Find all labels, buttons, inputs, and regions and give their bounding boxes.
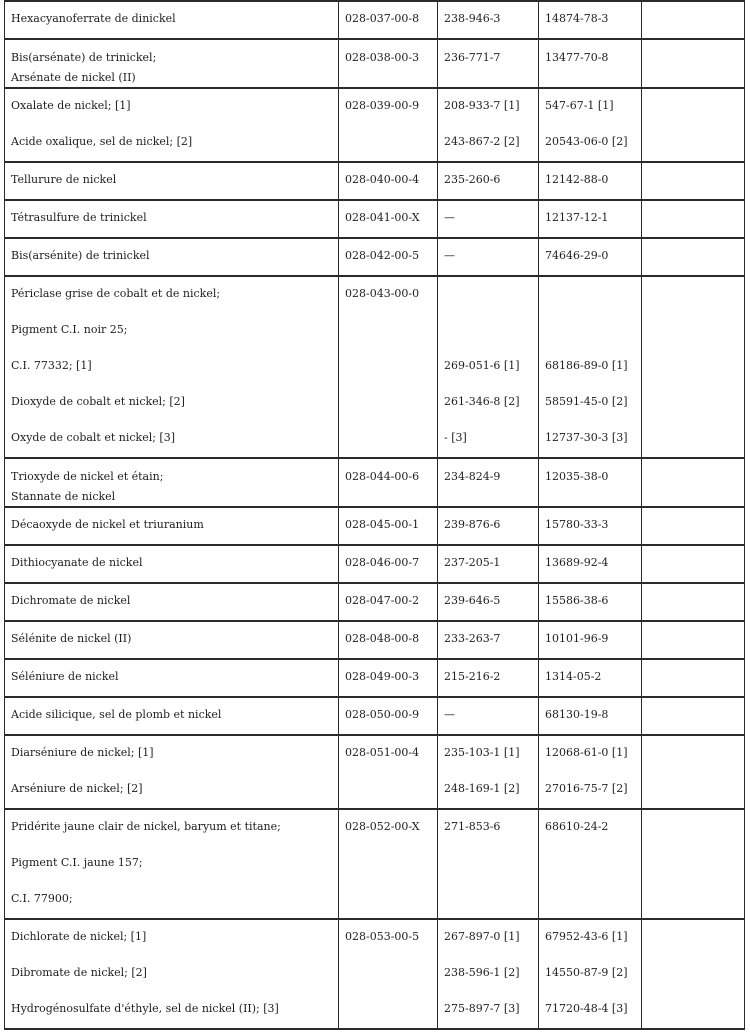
table-row	[5, 697, 745, 735]
substance-name	[5, 919, 339, 1029]
index-number-value: 028-052-00-X	[345, 820, 420, 833]
index-number-value: 028-037-00-8	[345, 12, 420, 25]
cas-number	[539, 735, 642, 809]
index-number-value: 028-053-00-5	[345, 930, 420, 943]
notes-cell	[642, 809, 745, 919]
cas-number	[539, 583, 642, 621]
table-row	[5, 621, 745, 659]
notes-cell	[642, 200, 745, 238]
ec-number-line: 239-876-6	[444, 518, 501, 531]
substance-name	[5, 88, 339, 162]
index-number	[339, 1, 438, 39]
index-number	[339, 200, 438, 238]
cas-number	[539, 238, 642, 276]
substance-name-line: Bis(arsénate) de trinickel;	[11, 51, 157, 64]
substance-name	[5, 735, 339, 809]
index-number-value: 028-043-00-0	[345, 287, 420, 300]
substance-name-line: Dithiocyanate de nickel	[11, 556, 143, 569]
notes-cell	[642, 659, 745, 697]
cas-number	[539, 919, 642, 1029]
ec-number-line	[444, 313, 532, 349]
cas-number-line: 20543-06-0 [2]	[545, 135, 628, 148]
ec-number-line: 235-260-6	[444, 173, 501, 186]
substance-name	[5, 507, 339, 545]
cas-number-line: 13689-92-4	[545, 556, 609, 569]
index-number-value: 028-039-00-9	[345, 99, 420, 112]
notes-cell	[642, 276, 745, 458]
ec-number-line: - [3]	[444, 431, 467, 444]
index-number-value: 028-042-00-5	[345, 249, 420, 262]
cas-number-line: 27016-75-7 [2]	[545, 782, 628, 795]
ec-number	[438, 621, 539, 659]
index-number	[339, 162, 438, 200]
index-number-spacer	[345, 313, 431, 349]
table-row	[5, 458, 745, 507]
notes-cell	[642, 919, 745, 1029]
ec-number-line: 261-346-8 [2]	[444, 395, 520, 408]
ec-number	[438, 545, 539, 583]
substance-name-line: Trioxyde de nickel et étain;	[11, 470, 164, 483]
cas-number	[539, 507, 642, 545]
table-row	[5, 735, 745, 809]
index-number-spacer	[345, 349, 431, 385]
notes-cell	[642, 88, 745, 162]
index-number-value: 028-044-00-6	[345, 470, 420, 483]
cas-number-line: 58591-45-0 [2]	[545, 395, 628, 408]
cas-number	[539, 200, 642, 238]
ec-number-line: 238-596-1 [2]	[444, 966, 520, 979]
table-row	[5, 545, 745, 583]
cas-number-line: 12068-61-0 [1]	[545, 746, 628, 759]
substance-name	[5, 238, 339, 276]
index-number	[339, 697, 438, 735]
substance-table	[4, 0, 745, 1030]
ec-number-line: 269-051-6 [1]	[444, 359, 520, 372]
cas-number	[539, 276, 642, 458]
cas-number-line: 68130-19-8	[545, 708, 609, 721]
cas-number-line: 12035-38-0	[545, 470, 609, 483]
cas-number-line	[545, 277, 635, 313]
substance-name-line: Tellurure de nickel	[11, 173, 117, 186]
cas-number-line: 67952-43-6 [1]	[545, 930, 628, 943]
index-number-value: 028-041-00-X	[345, 211, 420, 224]
cas-number	[539, 39, 642, 88]
notes-cell	[642, 238, 745, 276]
index-number-spacer	[345, 882, 431, 918]
substance-name-line: Dioxyde de cobalt et nickel; [2]	[11, 395, 185, 408]
substance-name	[5, 583, 339, 621]
index-number	[339, 238, 438, 276]
substance-name	[5, 809, 339, 919]
ec-number	[438, 88, 539, 162]
index-number-value: 028-046-00-7	[345, 556, 420, 569]
substance-name-line: Bis(arsénite) de trinickel	[11, 249, 150, 262]
table-row	[5, 919, 745, 1029]
ec-number	[438, 809, 539, 919]
ec-number-line: 235-103-1 [1]	[444, 746, 520, 759]
substance-name-line: Décaoxyde de nickel et triuranium	[11, 518, 204, 531]
index-number-spacer	[345, 956, 431, 992]
substance-name	[5, 200, 339, 238]
cas-number	[539, 697, 642, 735]
substance-name	[5, 659, 339, 697]
notes-cell	[642, 162, 745, 200]
substance-name	[5, 276, 339, 458]
cas-number	[539, 545, 642, 583]
index-number-value: 028-038-00-3	[345, 51, 420, 64]
cas-number-line	[545, 313, 635, 349]
index-number-value: 028-051-00-4	[345, 746, 420, 759]
index-number	[339, 659, 438, 697]
cas-number-line: 68610-24-2	[545, 820, 609, 833]
cas-number	[539, 809, 642, 919]
ec-number-line: 215-216-2	[444, 670, 501, 683]
table-row	[5, 507, 745, 545]
ec-number	[438, 659, 539, 697]
cas-number-line: 15780-33-3	[545, 518, 609, 531]
index-number-spacer	[345, 125, 431, 161]
ec-number	[438, 162, 539, 200]
substance-name-line: Oxyde de cobalt et nickel; [3]	[11, 431, 176, 444]
substance-name-line: Diarséniure de nickel; [1]	[11, 746, 154, 759]
index-number	[339, 458, 438, 507]
ec-number-line: —	[444, 708, 455, 721]
substance-name	[5, 39, 339, 88]
substance-name-line: Stannate de nickel	[11, 490, 116, 503]
index-number	[339, 809, 438, 919]
index-number-spacer	[345, 487, 431, 506]
cas-number-line: 14874-78-3	[545, 12, 609, 25]
cas-number	[539, 88, 642, 162]
index-number-value: 028-048-00-8	[345, 632, 420, 645]
notes-cell	[642, 507, 745, 545]
substance-name	[5, 697, 339, 735]
substance-name-line: Hydrogénosulfate d'éthyle, sel de nickel (II); [3]	[11, 1002, 279, 1015]
ec-number	[438, 583, 539, 621]
substance-name-line: Dibromate de nickel; [2]	[11, 966, 147, 979]
substance-name-line: Séléniure de nickel	[11, 670, 119, 683]
cas-number-line: 71720-48-4 [3]	[545, 1002, 628, 1015]
cas-number-line: 15586-38-6	[545, 594, 609, 607]
index-number	[339, 583, 438, 621]
substance-name-line: Pridérite jaune clair de nickel, baryum et titane;	[11, 820, 281, 833]
ec-number-line: 208-933-7 [1]	[444, 99, 520, 112]
notes-cell	[642, 545, 745, 583]
cas-number-line: 74646-29-0	[545, 249, 609, 262]
ec-number-line: 233-263-7	[444, 632, 501, 645]
index-number	[339, 545, 438, 583]
cas-number-line: 1314-05-2	[545, 670, 602, 683]
notes-cell	[642, 697, 745, 735]
ec-number-line: 267-897-0 [1]	[444, 930, 520, 943]
ec-number-line: 238-946-3	[444, 12, 501, 25]
ec-number	[438, 238, 539, 276]
index-number	[339, 919, 438, 1029]
table-row	[5, 162, 745, 200]
cas-number-line: 10101-96-9	[545, 632, 609, 645]
substance-name-line: Acide silicique, sel de plomb et nickel	[11, 708, 222, 721]
ec-number	[438, 458, 539, 507]
ec-number	[438, 276, 539, 458]
cas-number-line: 12137-12-1	[545, 211, 609, 224]
index-number-value: 028-049-00-3	[345, 670, 420, 683]
ec-number-line: 243-867-2 [2]	[444, 135, 520, 148]
substance-name-line: Acide oxalique, sel de nickel; [2]	[11, 135, 193, 148]
substance-name	[5, 458, 339, 507]
ec-number-line: 237-205-1	[444, 556, 501, 569]
ec-number	[438, 39, 539, 88]
substance-name-line: Dichromate de nickel	[11, 594, 131, 607]
index-number-value: 028-047-00-2	[345, 594, 420, 607]
table-row	[5, 88, 745, 162]
substance-name-line: Arséniure de nickel; [2]	[11, 782, 143, 795]
notes-cell	[642, 583, 745, 621]
table-row	[5, 39, 745, 88]
ec-number-line: 234-824-9	[444, 470, 501, 483]
index-number-spacer	[345, 992, 431, 1028]
cas-number-line: 13477-70-8	[545, 51, 609, 64]
ec-number-line: 236-771-7	[444, 51, 501, 64]
substance-name-line: Dichlorate de nickel; [1]	[11, 930, 147, 943]
index-number	[339, 88, 438, 162]
index-number	[339, 39, 438, 88]
substance-name-line: Périclase grise de cobalt et de nickel;	[11, 287, 221, 300]
index-number	[339, 507, 438, 545]
index-number-spacer	[345, 385, 431, 421]
ec-number	[438, 697, 539, 735]
cas-number-line: 12737-30-3 [3]	[545, 431, 628, 444]
ec-number-line: 239-646-5	[444, 594, 501, 607]
substance-name	[5, 545, 339, 583]
index-number-value: 028-050-00-9	[345, 708, 420, 721]
substance-name-line: Tétrasulfure de trinickel	[11, 211, 147, 224]
substance-name-line: Pigment C.I. noir 25;	[11, 323, 128, 336]
ec-number-line: —	[444, 211, 455, 224]
notes-cell	[642, 621, 745, 659]
cas-number	[539, 659, 642, 697]
table-row	[5, 238, 745, 276]
index-number-spacer	[345, 421, 431, 457]
ec-number	[438, 507, 539, 545]
ec-number	[438, 1, 539, 39]
notes-cell	[642, 1, 745, 39]
table-row	[5, 276, 745, 458]
ec-number-line: 271-853-6	[444, 820, 501, 833]
index-number-spacer	[345, 68, 431, 87]
substance-name-line: Sélénite de nickel (II)	[11, 632, 132, 645]
notes-cell	[642, 39, 745, 88]
substance-name-line: Arsénate de nickel (II)	[11, 71, 136, 84]
cas-number-line: 12142-88-0	[545, 173, 609, 186]
ec-number-line: 248-169-1 [2]	[444, 782, 520, 795]
cas-number	[539, 162, 642, 200]
index-number-value: 028-045-00-1	[345, 518, 420, 531]
table-row	[5, 200, 745, 238]
ec-number	[438, 200, 539, 238]
notes-cell	[642, 458, 745, 507]
ec-number-line: 275-897-7 [3]	[444, 1002, 520, 1015]
substance-name	[5, 162, 339, 200]
index-number-spacer	[345, 846, 431, 882]
index-number-spacer	[345, 772, 431, 808]
substance-name-line: Pigment C.I. jaune 157;	[11, 856, 143, 869]
substance-name-line: Oxalate de nickel; [1]	[11, 99, 131, 112]
cas-number	[539, 1, 642, 39]
substance-name-line: C.I. 77900;	[11, 892, 73, 905]
notes-cell	[642, 735, 745, 809]
ec-number-line: —	[444, 249, 455, 262]
cas-number-line: 14550-87-9 [2]	[545, 966, 628, 979]
table-row	[5, 809, 745, 919]
index-number	[339, 621, 438, 659]
cas-number-line: 68186-89-0 [1]	[545, 359, 628, 372]
index-number-value: 028-040-00-4	[345, 173, 420, 186]
cas-number	[539, 621, 642, 659]
ec-number	[438, 919, 539, 1029]
index-number	[339, 735, 438, 809]
substance-name	[5, 1, 339, 39]
table-row	[5, 583, 745, 621]
substance-name-line: Hexacyanoferrate de dinickel	[11, 12, 176, 25]
substance-table-body	[5, 1, 745, 1029]
document-page	[4, 0, 744, 1030]
substance-name	[5, 621, 339, 659]
index-number	[339, 276, 438, 458]
cas-number-line: 547-67-1 [1]	[545, 99, 614, 112]
table-row	[5, 659, 745, 697]
ec-number	[438, 735, 539, 809]
ec-number-line	[444, 277, 532, 313]
table-row	[5, 1, 745, 39]
substance-name-line: C.I. 77332; [1]	[11, 359, 92, 372]
cas-number	[539, 458, 642, 507]
